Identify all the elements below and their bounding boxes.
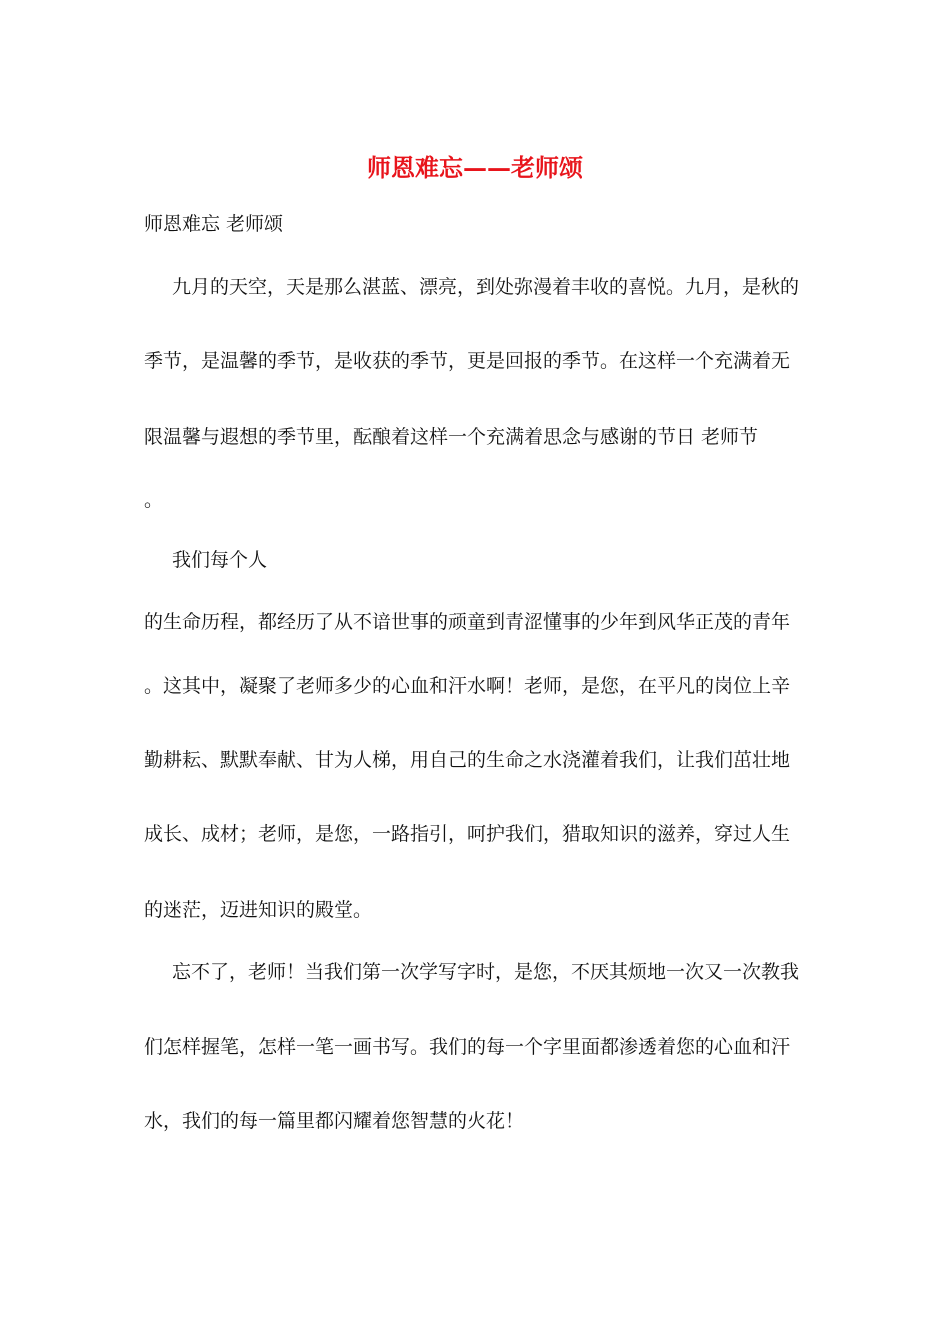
document-title: 师恩难忘——老师颂: [367, 153, 583, 182]
paragraph-line: 。这其中，凝聚了老师多少的心血和汗水啊！老师，是您，在平凡的岗位上辛: [144, 675, 791, 697]
paragraph-line: 。: [144, 489, 164, 511]
paragraph-line: 们怎样握笔，怎样一笔一画书写。我们的每一个字里面都渗透着您的心血和汗: [144, 1036, 791, 1058]
paragraph-line: 成长、成材；老师，是您，一路指引，呵护我们，猎取知识的滋养，穿过人生: [144, 823, 791, 845]
paragraph-line: 限温馨与遐想的季节里，酝酿着这样一个充满着思念与感谢的节日 老师节: [144, 426, 759, 448]
paragraph-line: 九月的天空，天是那么湛蓝、漂亮，到处弥漫着丰收的喜悦。九月，是秋的: [172, 276, 800, 298]
paragraph-line: 的生命历程，都经历了从不谙世事的顽童到青涩懂事的少年到风华正茂的青年: [144, 611, 791, 633]
paragraph-line: 的迷茫，迈进知识的殿堂。: [144, 899, 373, 921]
paragraph-line: 水，我们的每一篇里都闪耀着您智慧的火花！: [144, 1110, 525, 1132]
paragraph-line: 忘不了，老师！当我们第一次学写字时，是您，不厌其烦地一次又一次教我: [172, 961, 800, 983]
document-subtitle: 师恩难忘 老师颂: [144, 213, 284, 235]
paragraph-line: 勤耕耘、默默奉献、甘为人梯，用自己的生命之水浇灌着我们，让我们茁壮地: [144, 749, 791, 771]
paragraph-line: 季节，是温馨的季节，是收获的季节，更是回报的季节。在这样一个充满着无: [144, 350, 791, 372]
paragraph-line: 我们每个人: [172, 549, 268, 571]
